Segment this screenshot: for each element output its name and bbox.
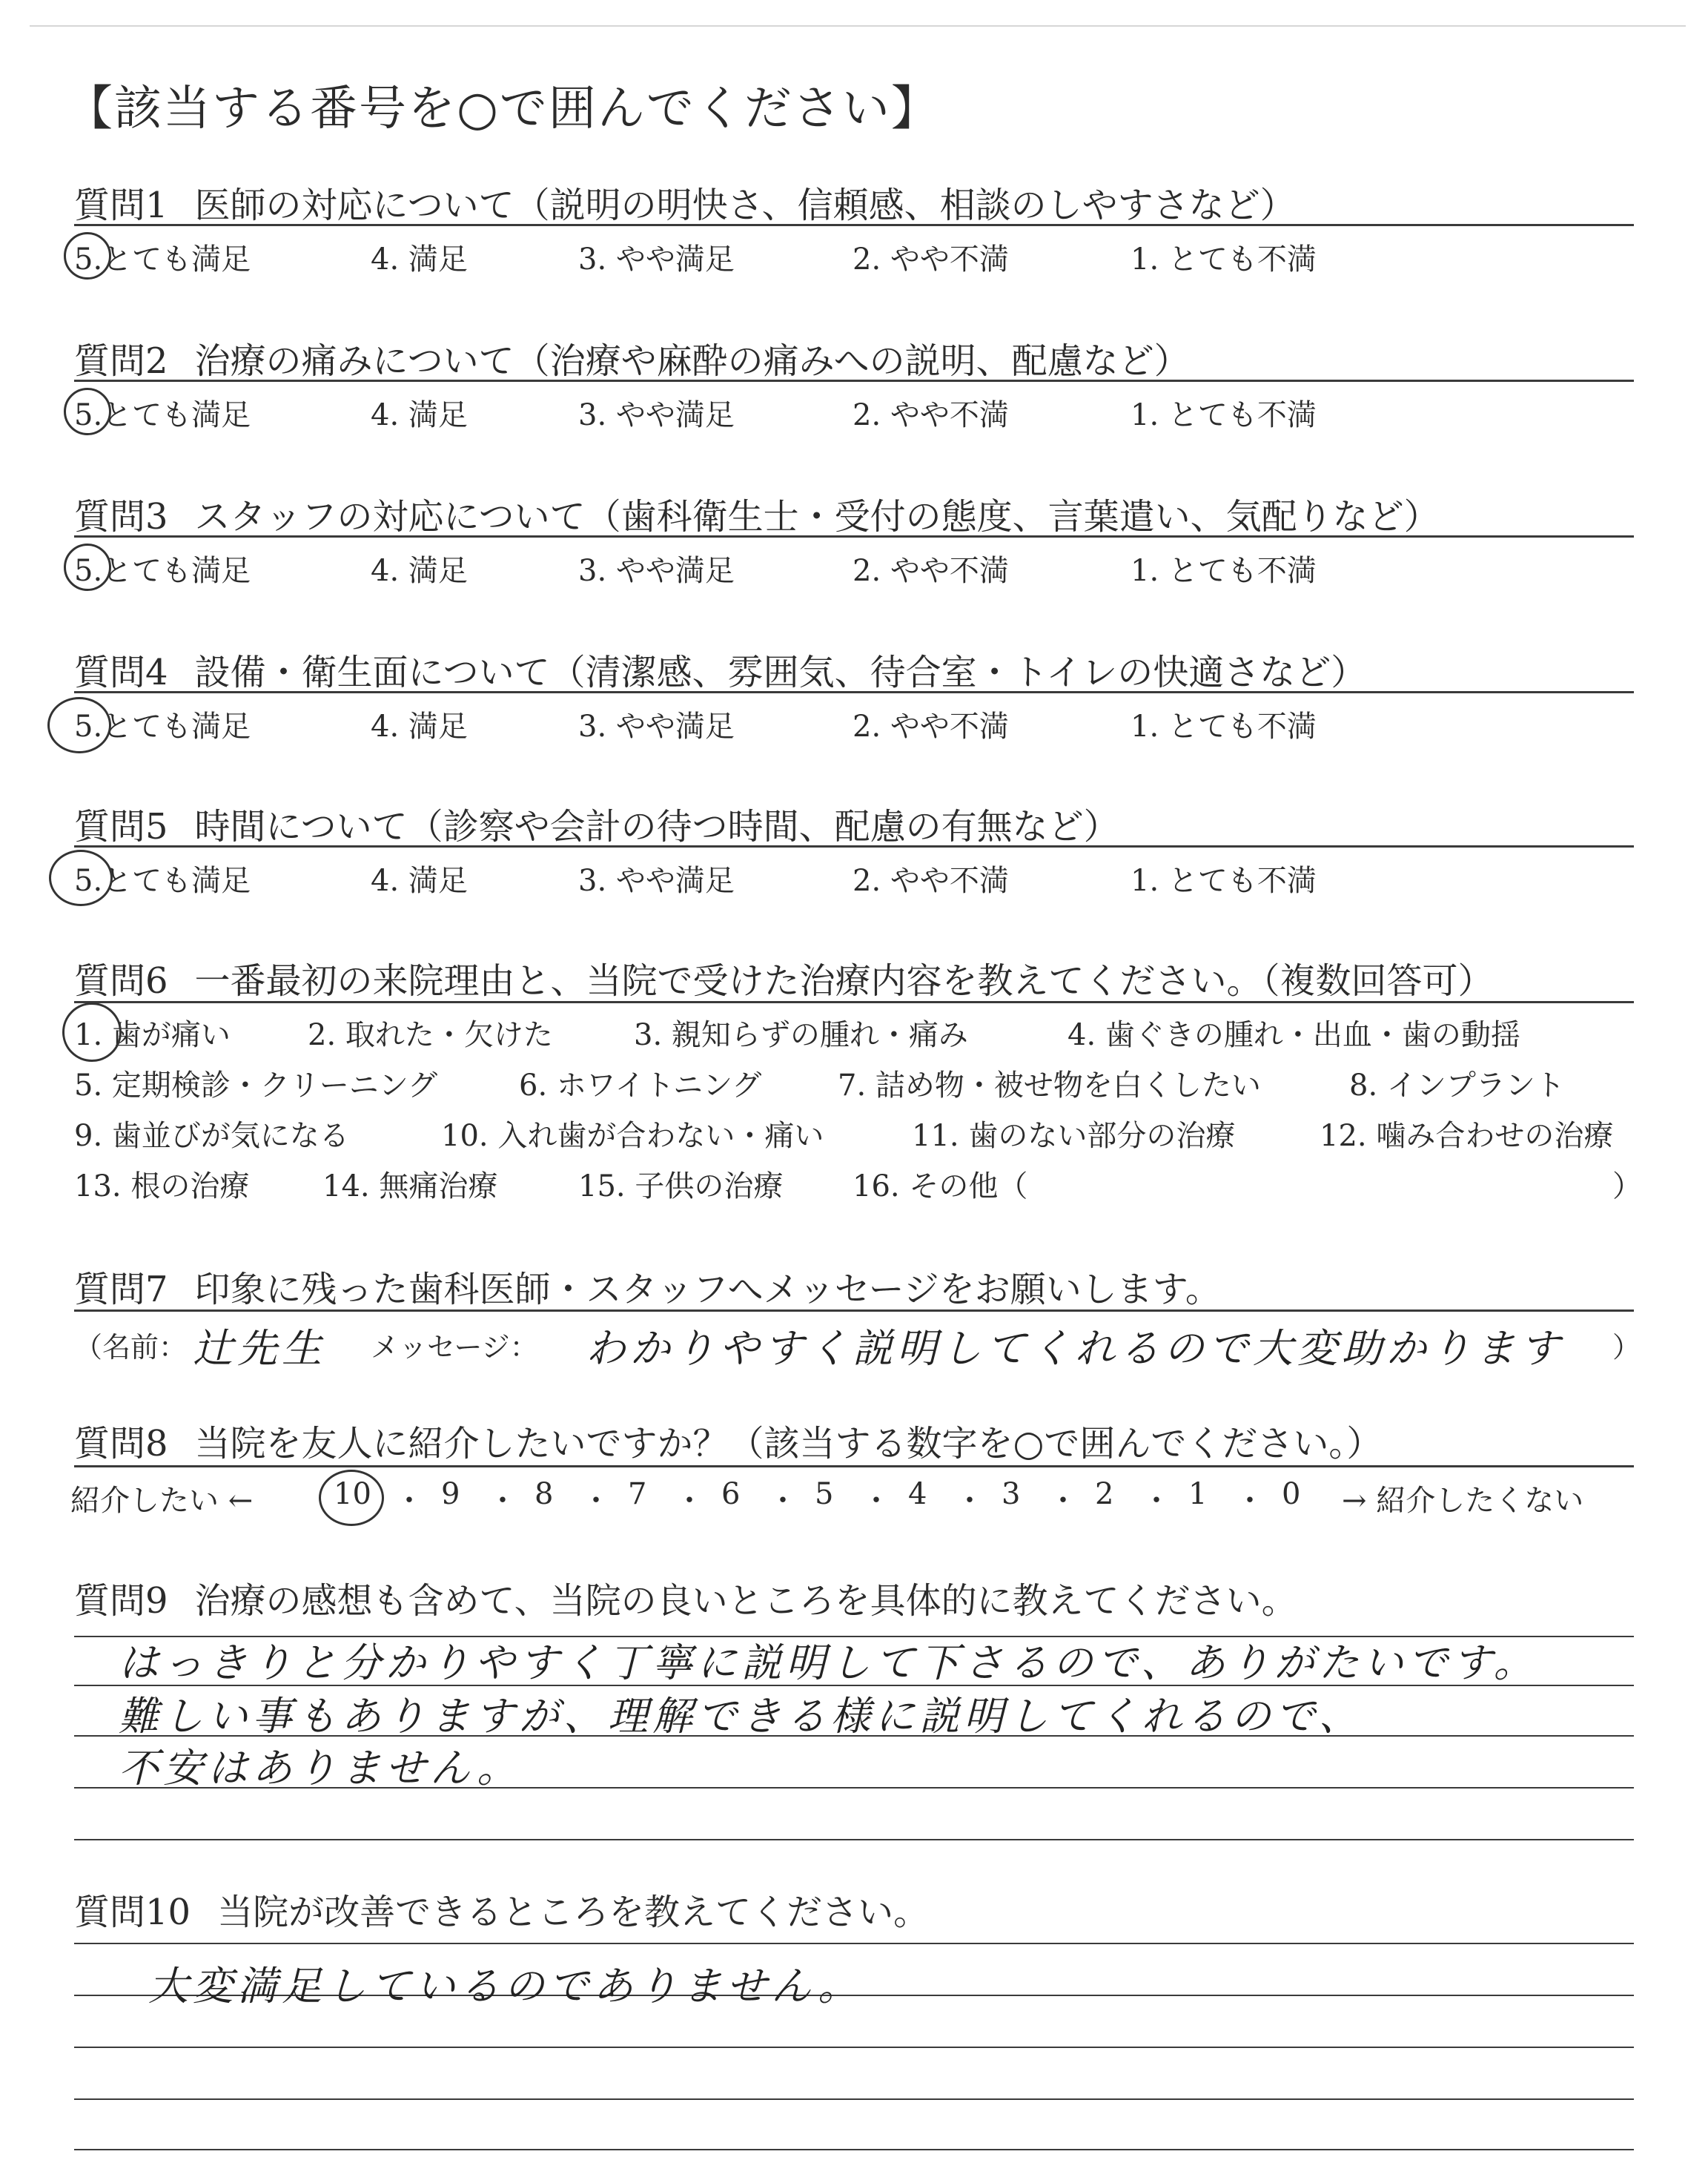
selection-circle [319,1470,384,1526]
selection-circle [49,850,113,906]
option-4[interactable]: 4. 満足 [371,710,468,744]
question-text: 印象に残った歯科医師・スタッフへメッセージをお願いします。 [194,1269,1221,1310]
option-5[interactable]: 5.とても満足 [74,710,251,744]
question-number: 質問1 [74,185,168,226]
question-number: 質問3 [74,496,168,538]
reason-item[interactable]: 6. ホワイトニング [519,1069,762,1103]
message-value[interactable]: わかりやすく説明してくれるので大変助かります [586,1325,1564,1372]
reason-item[interactable]: 7. 詰め物・被せ物を白くしたい [838,1069,1261,1103]
question-1-title [74,176,1296,228]
option-1[interactable]: 1. とても不満 [1131,242,1317,277]
option-2[interactable]: 2. やや不満 [853,554,1009,588]
scan-edge-line [30,25,1686,27]
option-1[interactable]: 1. とても不満 [1131,864,1317,898]
option-4[interactable]: 4. 満足 [371,242,468,277]
question-text: 当院が改善できるところを教えてください。 [217,1892,930,1933]
selection-circle [47,697,111,753]
reason-item[interactable]: 11. 歯のない部分の治療 [912,1119,1236,1153]
question-number: 質問4 [74,652,168,693]
question-number: 質問10 [74,1892,191,1933]
option-5[interactable]: 5.とても満足 [74,398,251,432]
reason-item[interactable]: 9. 歯並びが気になる [74,1119,349,1153]
question-text: 一番最初の来院理由と、当院で受けた治療内容を教えてください。（複数回答可） [194,960,1494,1002]
option-1[interactable]: 1. とても不満 [1131,710,1317,744]
name-label: （名前： [74,1331,188,1364]
selection-circle [64,388,111,435]
scale-value-9[interactable]: 9 [441,1477,460,1511]
question-number: 質問2 [74,340,168,382]
question-9-title [74,1572,1297,1623]
message-close-paren: ） [1612,1331,1641,1364]
selection-circle [64,232,111,280]
question-7-title [74,1261,1221,1312]
reason-item[interactable]: 8. インプラント [1349,1069,1565,1103]
reason-item[interactable]: 1. 歯が痛い [74,1018,231,1052]
option-3[interactable]: 3. やや満足 [578,554,735,588]
question-number: 質問5 [74,806,168,848]
question-number: 質問7 [74,1269,168,1310]
reason-item[interactable]: 5. 定期検診・クリーニング [74,1069,438,1103]
reason-item[interactable]: 10. 入れ歯が合わない・痛い [441,1119,824,1153]
question-text: 治療の感想も含めて、当院の良いところを具体的に教えてください。 [194,1580,1297,1622]
scale-value-7[interactable]: 7 [628,1477,647,1511]
reason-item[interactable]: 2. 取れた・欠けた [308,1018,553,1052]
scale-value-0[interactable]: 0 [1282,1477,1301,1511]
option-5[interactable]: 5.とても満足 [74,242,251,277]
option-4[interactable]: 4. 満足 [371,864,468,898]
option-2[interactable]: 2. やや不満 [853,398,1009,432]
answer-line[interactable]: 大変満足しているのでありません。 [148,1963,863,2009]
option-5[interactable]: 5.とても満足 [74,864,251,898]
option-3[interactable]: 3. やや満足 [578,710,735,744]
answer-line[interactable]: 難しい事もありますが、理解できる様に説明してくれるので、 [119,1693,1363,1740]
instruction-heading: 【該当する番号を○で囲んでください】 [65,82,940,136]
reason-item[interactable]: 15. 子供の治療 [578,1169,784,1203]
message-row [74,1317,1641,1376]
scale-value-5[interactable]: 5 [815,1477,834,1511]
option-4[interactable]: 4. 満足 [371,398,468,432]
option-4[interactable]: 4. 満足 [371,554,468,588]
scale-right-label: → 紹介したくない [1342,1484,1584,1518]
question-number: 質問8 [74,1423,168,1464]
reason-item[interactable]: 13. 根の治療 [74,1169,250,1203]
question-rule [74,535,1634,538]
question-text: 医師の対応について（説明の明快さ、信頼感、相談のしやすさなど） [194,185,1296,226]
question-rule [74,845,1634,848]
question-rule [74,1001,1634,1003]
question-text: 時間について（診察や会計の待つ時間、配慮の有無など） [194,806,1119,848]
reason-grid [74,1011,1642,1212]
question-text: スタッフの対応について（歯科衛生士・受付の態度、言葉遣い、気配りなど） [194,496,1440,538]
question-rule [74,1309,1634,1312]
question-rule [74,691,1634,693]
question-text: 設備・衛生面について（清潔感、雰囲気、待合室・トイレの快適さなど） [194,652,1367,693]
option-2[interactable]: 2. やや不満 [853,242,1009,277]
selection-circle [62,1003,122,1062]
question-text: 治療の痛みについて（治療や麻酔の痛みへの説明、配慮など） [194,340,1190,382]
option-3[interactable]: 3. やや満足 [578,864,735,898]
question-rule [74,1465,1634,1467]
writing-line [74,1943,1634,1944]
scale-value-4[interactable]: 4 [908,1477,927,1511]
reason-item[interactable]: 14. 無痛治療 [322,1169,498,1203]
writing-line [74,2149,1634,2150]
question-number: 質問9 [74,1580,168,1622]
question-10-title [74,1883,929,1935]
option-2[interactable]: 2. やや不満 [853,864,1009,898]
name-value[interactable]: 辻先生 [193,1325,326,1372]
message-label: メッセージ： [371,1331,538,1364]
scale-value-8[interactable]: 8 [534,1477,554,1511]
question-rule [74,224,1634,226]
scale-value-2[interactable]: 2 [1095,1477,1114,1511]
scale-left-label: 紹介したい ← [70,1484,254,1518]
question-8-title [74,1415,1382,1466]
question-5-title [74,798,1119,849]
answer-line[interactable]: 不安はありません。 [119,1745,522,1791]
question-text: 当院を友人に紹介したいですか？（該当する数字を○で囲んでください。） [194,1423,1383,1464]
scale-value-1[interactable]: 1 [1188,1477,1208,1511]
reason-item[interactable]: 12. 噛み合わせの治療 [1320,1119,1614,1153]
question-2-title [74,332,1190,383]
question-rule [74,380,1634,382]
option-1[interactable]: 1. とても不満 [1131,398,1317,432]
option-2[interactable]: 2. やや不満 [853,710,1009,744]
scale-value-3[interactable]: 3 [1002,1477,1021,1511]
question-3-title [74,488,1440,539]
reason-item[interactable]: 16. その他（ [853,1169,1028,1203]
scale-value-10[interactable]: 10 [334,1477,371,1511]
reason-item[interactable]: 3. 親知らずの腫れ・痛み [634,1018,968,1052]
referral-scale: 紹介したい ← 10 ・ 9 ・ 8 ・ 7 ・ 6 ・ 5 ・ 4 ・ 3 ・ 2 ・ 1 ・ 0 → 紹介したくない [70,1477,1584,1518]
writing-line [74,2098,1634,2100]
reason-close-paren: ） [1612,1169,1642,1203]
selection-circle [64,544,111,591]
question-4-title [74,644,1366,695]
option-5[interactable]: 5.とても満足 [74,554,251,588]
writing-line [74,2047,1634,2048]
scale-value-6[interactable]: 6 [721,1477,741,1511]
option-1[interactable]: 1. とても不満 [1131,554,1317,588]
option-3[interactable]: 3. やや満足 [578,242,735,277]
writing-line [74,1839,1634,1840]
question-number: 質問6 [74,960,168,1002]
reason-item[interactable]: 4. 歯ぐきの腫れ・出血・歯の動揺 [1068,1018,1520,1052]
answer-line[interactable]: はっきりと分かりやすく丁寧に説明して下さるので、ありがたいです。 [119,1639,1538,1686]
option-3[interactable]: 3. やや満足 [578,398,735,432]
question-6-title [74,952,1494,1003]
